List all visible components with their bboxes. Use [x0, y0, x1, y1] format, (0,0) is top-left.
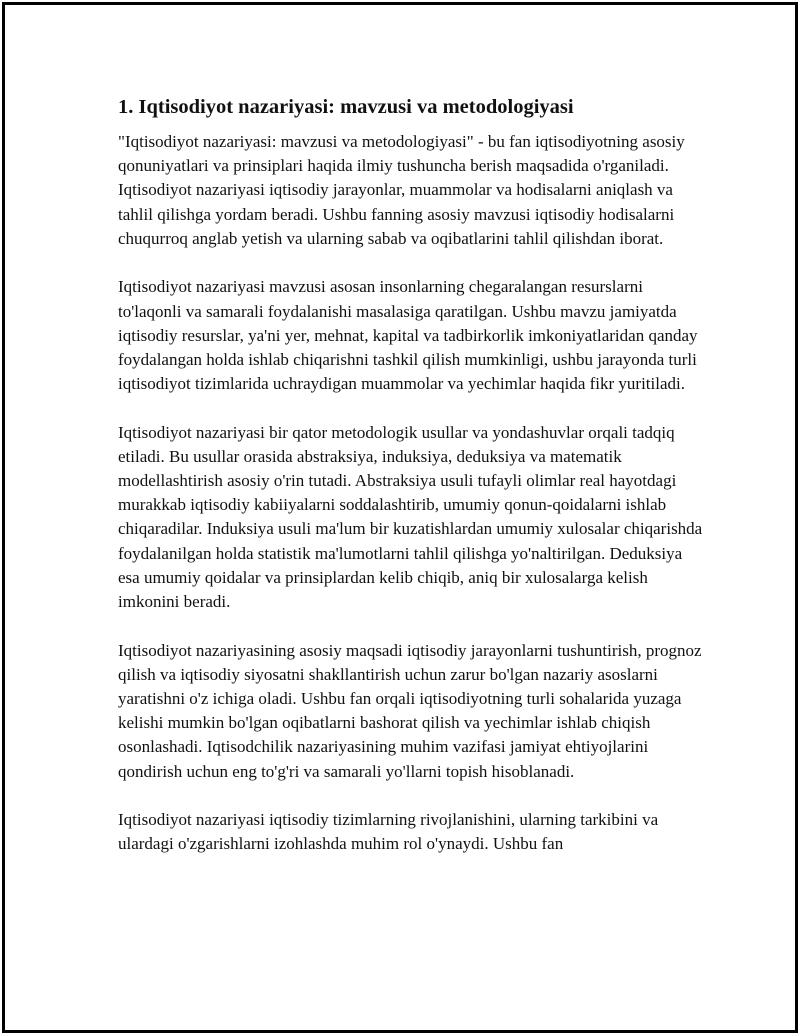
paragraph-5: Iqtisodiyot nazariyasi iqtisodiy tizimlarning rivojlanishini, ularning tarkibini va ulardagi o'zgarishlarni izohlashda muhim rol o'ynaydi. Ushbu fan [118, 810, 659, 854]
paragraph-3: Iqtisodiyot nazariyasi bir qator metodologik usullar va yondashuvlar orqali tadqiq etiladi. Bu usullar orasida abstraksiya, induksiya, deduksiya va matematik modellashtirish asosiy o'rin tutadi. Abstraksiya usuli tufayli olimlar real hayotdagi murakkab iqtisodiy kabiiyalarni soddalashtirib, umumiy qonun-qoidalarni ishlab chiqaradilar. Induksiya usuli ma'lum bir kuzatishlardan umumiy xulosalar chiqarishda foydalanilgan holda statistik ma'lumotlarni tahlil qilishga yo'naltirilgan. Deduksiya esa umumiy qoidalar va prinsiplardan kelib chiqib, aniq bir xulosalarga kelish imkonini beradi. [118, 422, 703, 612]
document-body [118, 93, 704, 881]
paragraph-2: Iqtisodiyot nazariyasi mavzusi asosan insonlarning chegaralangan resurslarni to'laqonli va samarali foydalanishi masalasiga qaratilgan. Ushbu mavzu jamiyatda iqtisodiy resurslar, ya'ni yer, mehnat, kapital va tadbirkorlik imkoniyatlaridan qanday foydalangan holda ishlab chiqarishni tashkil qilish mumkinligi, ushbu jarayonda turli iqtisodiyot tizimlarida uchraydigan muammolar va yechimlar haqida fikr yuritiladi. [118, 277, 698, 394]
section-heading: 1. Iqtisodiyot nazariyasi: mavzusi va metodologiyasi [118, 96, 574, 118]
paragraph-4: Iqtisodiyot nazariyasining asosiy maqsadi iqtisodiy jarayonlarni tushuntirish, prognoz qilish va iqtisodiy siyosatni shakllantirish uchun zarur bo'lgan nazariy asoslarni yaratishni o'z ichiga oladi. Ushbu fan orqali iqtisodiyotning turli sohalarida yuzaga kelishi mumkin bo'lgan oqibatlarni bashorat qilish va yechimlar ishlab chiqish osonlashadi. Iqtisodchilik nazariyasining muhim vazifasi jamiyat ehtiyojlarini qondirish uchun eng to'g'ri va samarali yo'llarni topish hisoblanadi. [118, 640, 702, 781]
paragraph-1: "Iqtisodiyot nazariyasi: mavzusi va metodologiyasi" - bu fan iqtisodiyotning asosiy qonuniyatlari va prinsiplari haqida ilmiy tushuncha berish maqsadida o'rganiladi. Iqtisodiyot nazariyasi iqtisodiy jarayonlar, muammolar va hodisalarni aniqlash va tahlil qilishga yordam beradi. Ushbu fanning asosiy mavzusi iqtisodiy hodisalarni chuqurroq anglab yetish va ularning sabab va oqibatlarini tahlil qilishdan iborat. [118, 132, 685, 248]
